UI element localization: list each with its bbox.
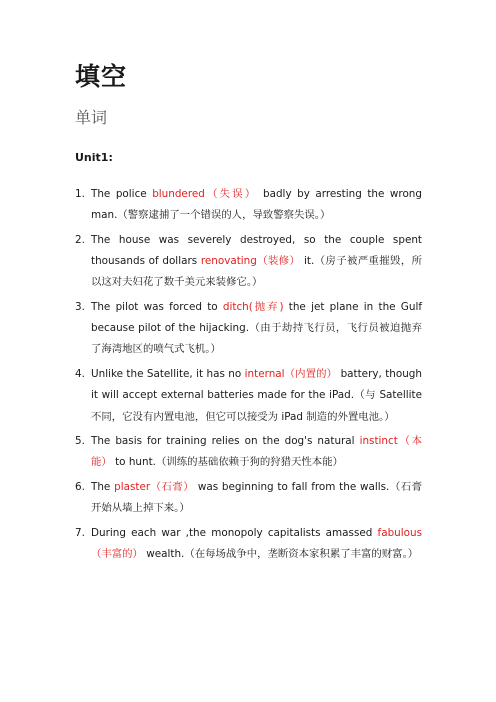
sentence-text: The pilot was forced to — [91, 300, 223, 313]
list-item — [75, 523, 422, 566]
sentence-text: wealth.（在每场战争中，垄断资本家积累了丰富的财富。） — [142, 547, 419, 560]
item-number: 5. — [75, 435, 85, 448]
answer-word: ditch(抛弃) — [222, 300, 284, 313]
list-item — [75, 364, 422, 428]
sentence-text: to hunt.（训练的基础依赖于狗的狩猎天性本能） — [111, 456, 343, 469]
exercise-list — [75, 184, 422, 568]
item-number: 1. — [75, 188, 85, 200]
sentence-text: it.（房子被严重摧毁，所以这对夫妇花了数千美元来装修它。） — [91, 255, 422, 289]
list-item — [75, 184, 422, 227]
answer-word: fabulous（丰富的） — [91, 526, 422, 560]
answer-word: plaster（石膏） — [114, 480, 195, 493]
item-number: 4. — [75, 367, 85, 380]
answer-word: internal（内置的） — [244, 367, 338, 380]
item-number: 2. — [75, 233, 85, 246]
sentence-text: the jet plane in the Gulf because pilot of the hijacking.（由于劫持飞行员，飞行员被迫抛弃了海湾地区的喷气式飞机。） — [91, 300, 422, 356]
unit-heading: Unit1: — [75, 151, 113, 164]
sentence-text: badly by arresting the wrong man.（警察逮捕了一个错误的人，导致警察失误。） — [91, 188, 422, 222]
item-number: 7. — [75, 526, 85, 539]
item-number: 3. — [75, 300, 85, 313]
list-item — [75, 477, 422, 520]
answer-word: renovating（装修） — [200, 255, 301, 268]
page-title: 填空 — [75, 62, 128, 91]
sentence-text: was beginning to fall from the walls.（石膏开始从墙上掉下来。） — [91, 480, 422, 515]
list-item — [75, 230, 422, 294]
list-item — [75, 431, 422, 474]
sentence-text: battery, though it will accept external batteries made for the iPad.（与 Satellite 不同，它没有内置电池，但它可以接受为 iPad 制造的外置电池。） — [91, 367, 422, 423]
sentence-text: The — [91, 480, 115, 493]
answer-word: blundered（失误） — [152, 188, 258, 200]
list-item — [75, 297, 422, 361]
item-number: 6. — [75, 480, 85, 493]
sentence-text: During each war ,the monopoly capitalists amassed — [91, 526, 378, 539]
answer-word: instinct（本能） — [91, 435, 422, 469]
sentence-text: The police — [91, 188, 153, 200]
sentence-text: The house was severely destroyed, so the couple spent thousands of dollars — [91, 233, 422, 268]
sentence-text: Unlike the Satellite, it has no — [91, 367, 245, 380]
section-subtitle: 单词 — [75, 108, 108, 127]
sentence-text: The basis for training relies on the dog's natural — [91, 435, 360, 448]
